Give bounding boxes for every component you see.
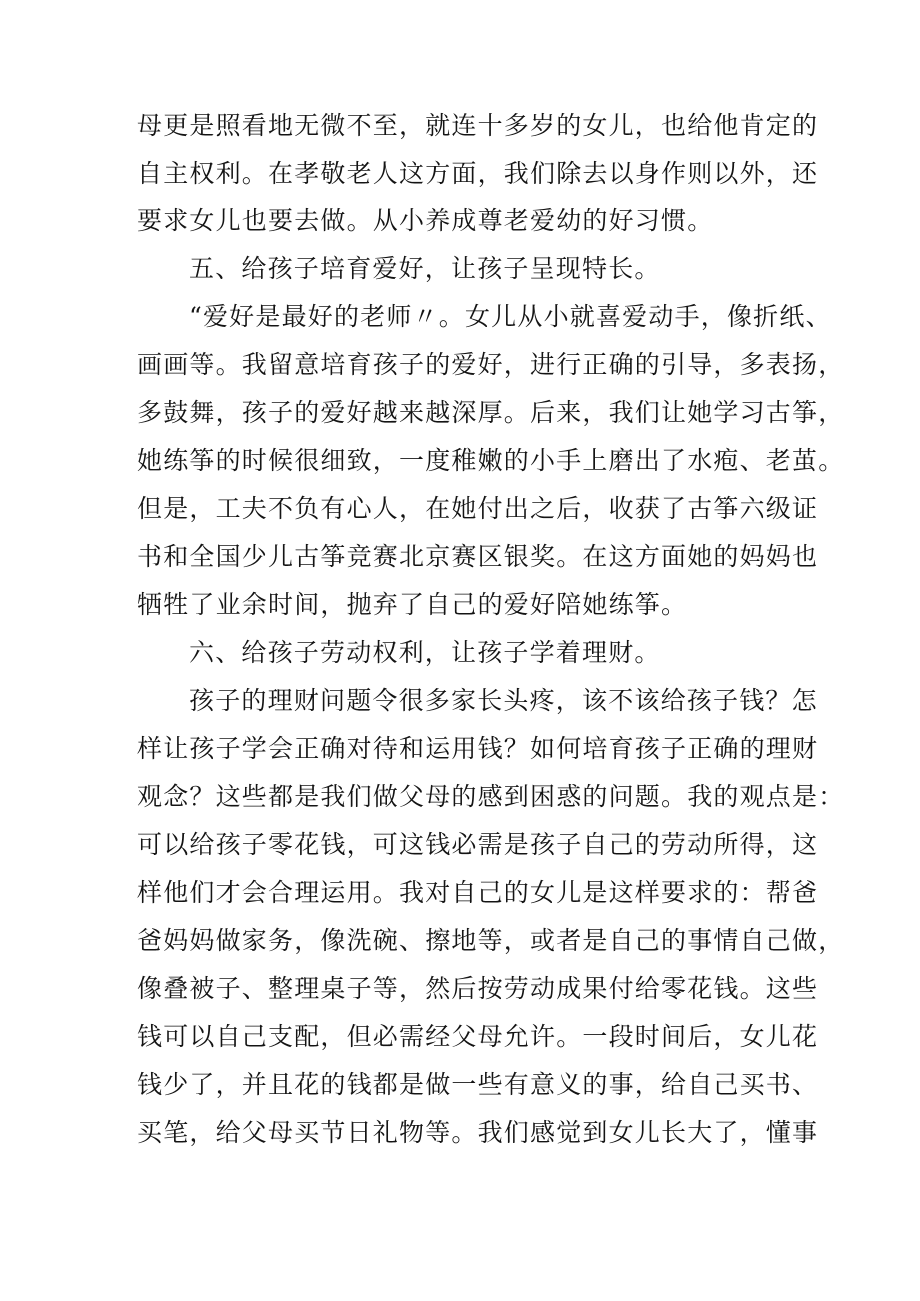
text-line: 牺牲了业余时间，抛弃了自己的爱好陪她练筝。	[137, 590, 688, 619]
text-line: 样让孩子学会正确对待和运用钱？如何培育孩子正确的理财	[137, 734, 819, 763]
text-line: 可以给孩子零花钱，可这钱必需是孩子自己的劳动所得，这	[137, 830, 819, 859]
text-line: 样他们才会合理运用。我对自己的女儿是这样要求的：帮爸	[137, 878, 819, 907]
text-line: 要求女儿也要去做。从小养成尊老爱幼的好习惯。	[137, 206, 714, 235]
text-line: 像叠被子、整理桌子等，然后按劳动成果付给零花钱。这些	[137, 974, 819, 1003]
text-line: 观念？这些都是我们做父母的感到困惑的问题。我的观点是：	[137, 782, 845, 811]
text-line: 多鼓舞，孩子的爱好越来越深厚。后来，我们让她学习古筝，	[137, 398, 845, 427]
text-line: 孩子的理财问题令很多家长头疼，该不该给孩子钱？怎	[189, 686, 818, 715]
text-line: 母更是照看地无微不至，就连十多岁的女儿，也给他肯定的	[137, 111, 819, 140]
text-line: 画画等。我留意培育孩子的爱好，进行正确的引导，多表扬，	[137, 350, 845, 379]
section-heading-5: 五、给孩子培育爱好，让孩子呈现特长。	[189, 254, 661, 283]
text-line: 钱可以自己支配，但必需经父母允许。一段时间后，女儿花	[137, 1022, 819, 1051]
text-line: 买笔，给父母买节日礼物等。我们感觉到女儿长大了，懂事	[137, 1118, 819, 1147]
text-line: 她练筝的时候很细致，一度稚嫩的小手上磨出了水疱、老茧。	[137, 446, 845, 475]
text-line: 钱少了，并且花的钱都是做一些有意义的事，给自己买书、	[137, 1070, 819, 1099]
text-line: 爸妈妈做家务，像洗碗、擦地等，或者是自己的事情自己做，	[137, 926, 845, 955]
text-line: 但是，工夫不负有心人，在她付出之后，收获了古筝六级证	[137, 494, 819, 523]
text-line: 自主权利。在孝敬老人这方面，我们除去以身作则以外，还	[137, 159, 819, 188]
text-line: 书和全国少儿古筝竞赛北京赛区银奖。在这方面她的妈妈也	[137, 542, 819, 571]
text-line: “爱好是最好的老师〃。女儿从小就喜爱动手，像折纸、	[189, 302, 832, 331]
section-heading-6: 六、给孩子劳动权利，让孩子学着理财。	[189, 638, 661, 667]
